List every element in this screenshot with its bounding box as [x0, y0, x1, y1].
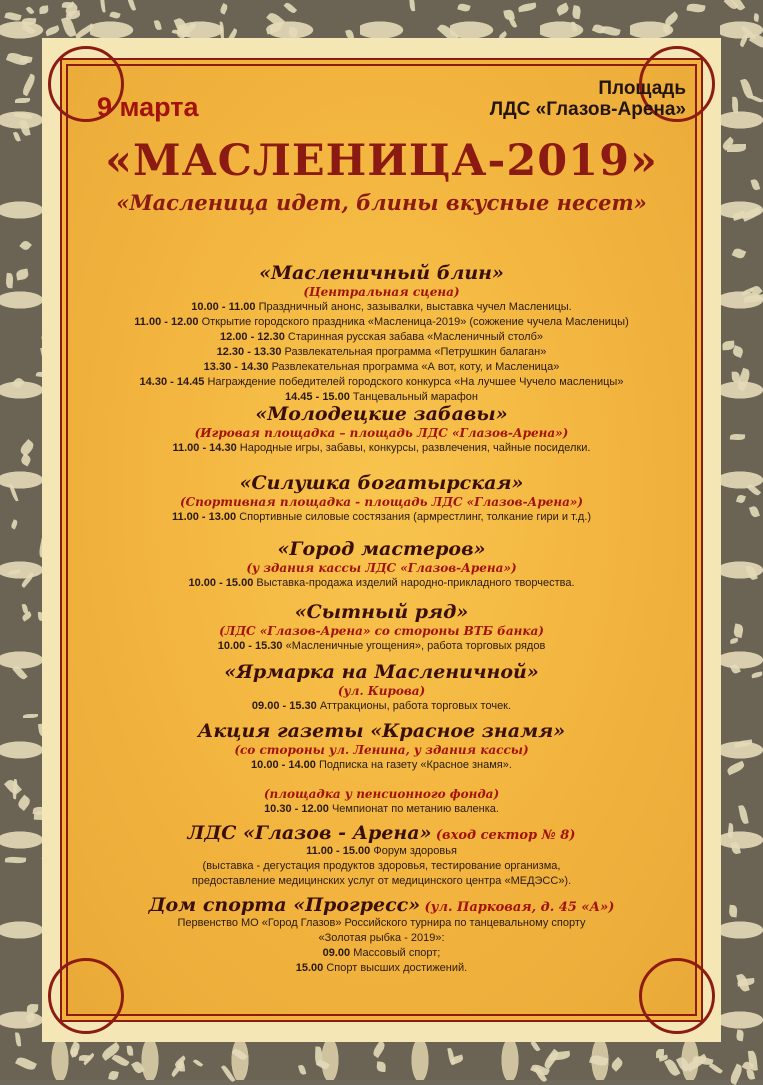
section-location: (Игровая площадка – площадь ЛДС «Глазов-Арена»): [194, 426, 569, 440]
section-description: Первенство МО «Город Глазов» Российского турнира по танцевальному спорту: [177, 917, 586, 929]
schedule-line: 10.00 - 14.00 Подписка на газету «Красное знамя».: [251, 759, 512, 771]
section-location: (площадка у пенсионного фонда): [263, 787, 500, 801]
schedule-line: 11.00 - 14.30 Народные игры, забавы, конкурсы, развлечения, чайные посиделки.: [172, 442, 591, 454]
schedule-line: 13.30 - 14.30 Развлекательная программа «А вот, коту, и Масленица»: [203, 361, 560, 373]
section-heading: «Силушка богатырская»: [239, 472, 524, 494]
schedule-line: 09.00 Массовый спорт;: [322, 947, 441, 959]
section-heading: ЛДС «Глазов - Арена»: [187, 822, 432, 844]
section-heading: Акция газеты «Красное знамя»: [197, 720, 566, 742]
section-heading: «Ярмарка на Масленичной»: [224, 661, 539, 683]
section-location: (со стороны ул. Ленина, у здания кассы): [234, 743, 529, 757]
section-location: (ЛДС «Глазов-Арена» со стороны ВТБ банка): [219, 624, 544, 638]
section-heading: «Сытный ряд»: [294, 601, 469, 623]
schedule-line: 12.30 - 13.30 Развлекательная программа «Петрушкин балаган»: [216, 346, 547, 358]
event-place: [490, 78, 686, 120]
section-heading-note: (вход сектор № 8): [435, 828, 576, 843]
schedule-line: 14.30 - 14.45 Награждение победителей городского конкурса «На лучшее Чучело масленицы»: [139, 376, 624, 388]
place-line-1: Площадь: [598, 78, 686, 99]
section-molodetskie-zabavy: [0, 403, 763, 456]
place-line-2: ЛДС «Глазов-Арена»: [489, 99, 686, 120]
schedule-line: 10.00 - 15.00 Выставка-продажа изделий народно-прикладного творчества.: [188, 577, 575, 589]
section-location: (Спортивная площадка - площадь ЛДС «Глазов-Арена»): [179, 495, 584, 509]
schedule-line: 10.00 - 11.00 Праздничный анонс, зазывалки, выставка чучел Масленицы.: [191, 301, 572, 313]
schedule-line: 15.00 Спорт высших достижений.: [295, 962, 468, 974]
section-heading-row: [0, 894, 763, 916]
schedule-line: 14.45 - 15.00 Танцевальный марафон: [285, 391, 478, 403]
schedule-line: 11.00 - 15.00 Форум здоровья: [306, 845, 457, 857]
section-gorod-masterov: [0, 538, 763, 591]
schedule-line: 11.00 - 12.00 Открытие городского праздника «Масленица-2019» (сожжение чучела Масленицы): [134, 316, 629, 328]
schedule-line: 11.00 - 13.00 Спортивные силовые состязания (армрестлинг, толкание гири и т.д.): [171, 511, 592, 523]
section-aktsiya-gazety: [0, 720, 763, 773]
section-location: (Центральная сцена): [303, 285, 460, 299]
section-heading: «Масленичный блин»: [259, 262, 504, 284]
section-location: (ул. Кирова): [337, 684, 426, 698]
section-lds-glazov-arena: [0, 822, 763, 889]
event-date: 9 марта: [97, 92, 199, 122]
poster-subtitle: «Масленица идет, блины вкусные несет»: [116, 190, 647, 215]
section-description: предоставление медицинских услуг от медицинского центра «МЕДЭСС»).: [191, 875, 572, 887]
section-description: (выставка - дегустация продуктов здоровья, тестирование организма,: [202, 860, 561, 872]
section-maslenichny-blin: [0, 262, 763, 405]
section-dom-sporta: [0, 894, 763, 976]
poster-title: «МАСЛЕНИЦА-2019»: [105, 136, 658, 186]
section-heading: «Молодецкие забавы»: [255, 403, 508, 425]
schedule-line: 12.00 - 12.30 Старинная русская забава «Масленичный столб»: [219, 331, 544, 343]
section-sytny-ryad: [0, 601, 763, 654]
schedule-line: 10.30 - 12.00 Чемпионат по метанию валенка.: [264, 803, 499, 815]
section-pensionny-fond: [0, 786, 763, 817]
section-heading: Дом спорта «Прогресс»: [148, 894, 421, 916]
section-silushka: [0, 472, 763, 525]
section-yarmarka: [0, 661, 763, 714]
section-description: «Золотая рыбка - 2019»:: [318, 932, 445, 944]
section-location: (у здания кассы ЛДС «Глазов-Арена»): [246, 561, 517, 575]
schedule-line: 09.00 - 15.30 Аттракционы, работа торговых точек.: [251, 700, 512, 712]
section-heading-note: (ул. Парковая, д. 45 «А»): [424, 900, 615, 915]
section-heading: «Город мастеров»: [277, 538, 486, 560]
schedule-line: 10.00 - 15.30 «Масленичные угощения», работа торговых рядов: [217, 640, 546, 652]
section-heading-row: [0, 822, 763, 844]
